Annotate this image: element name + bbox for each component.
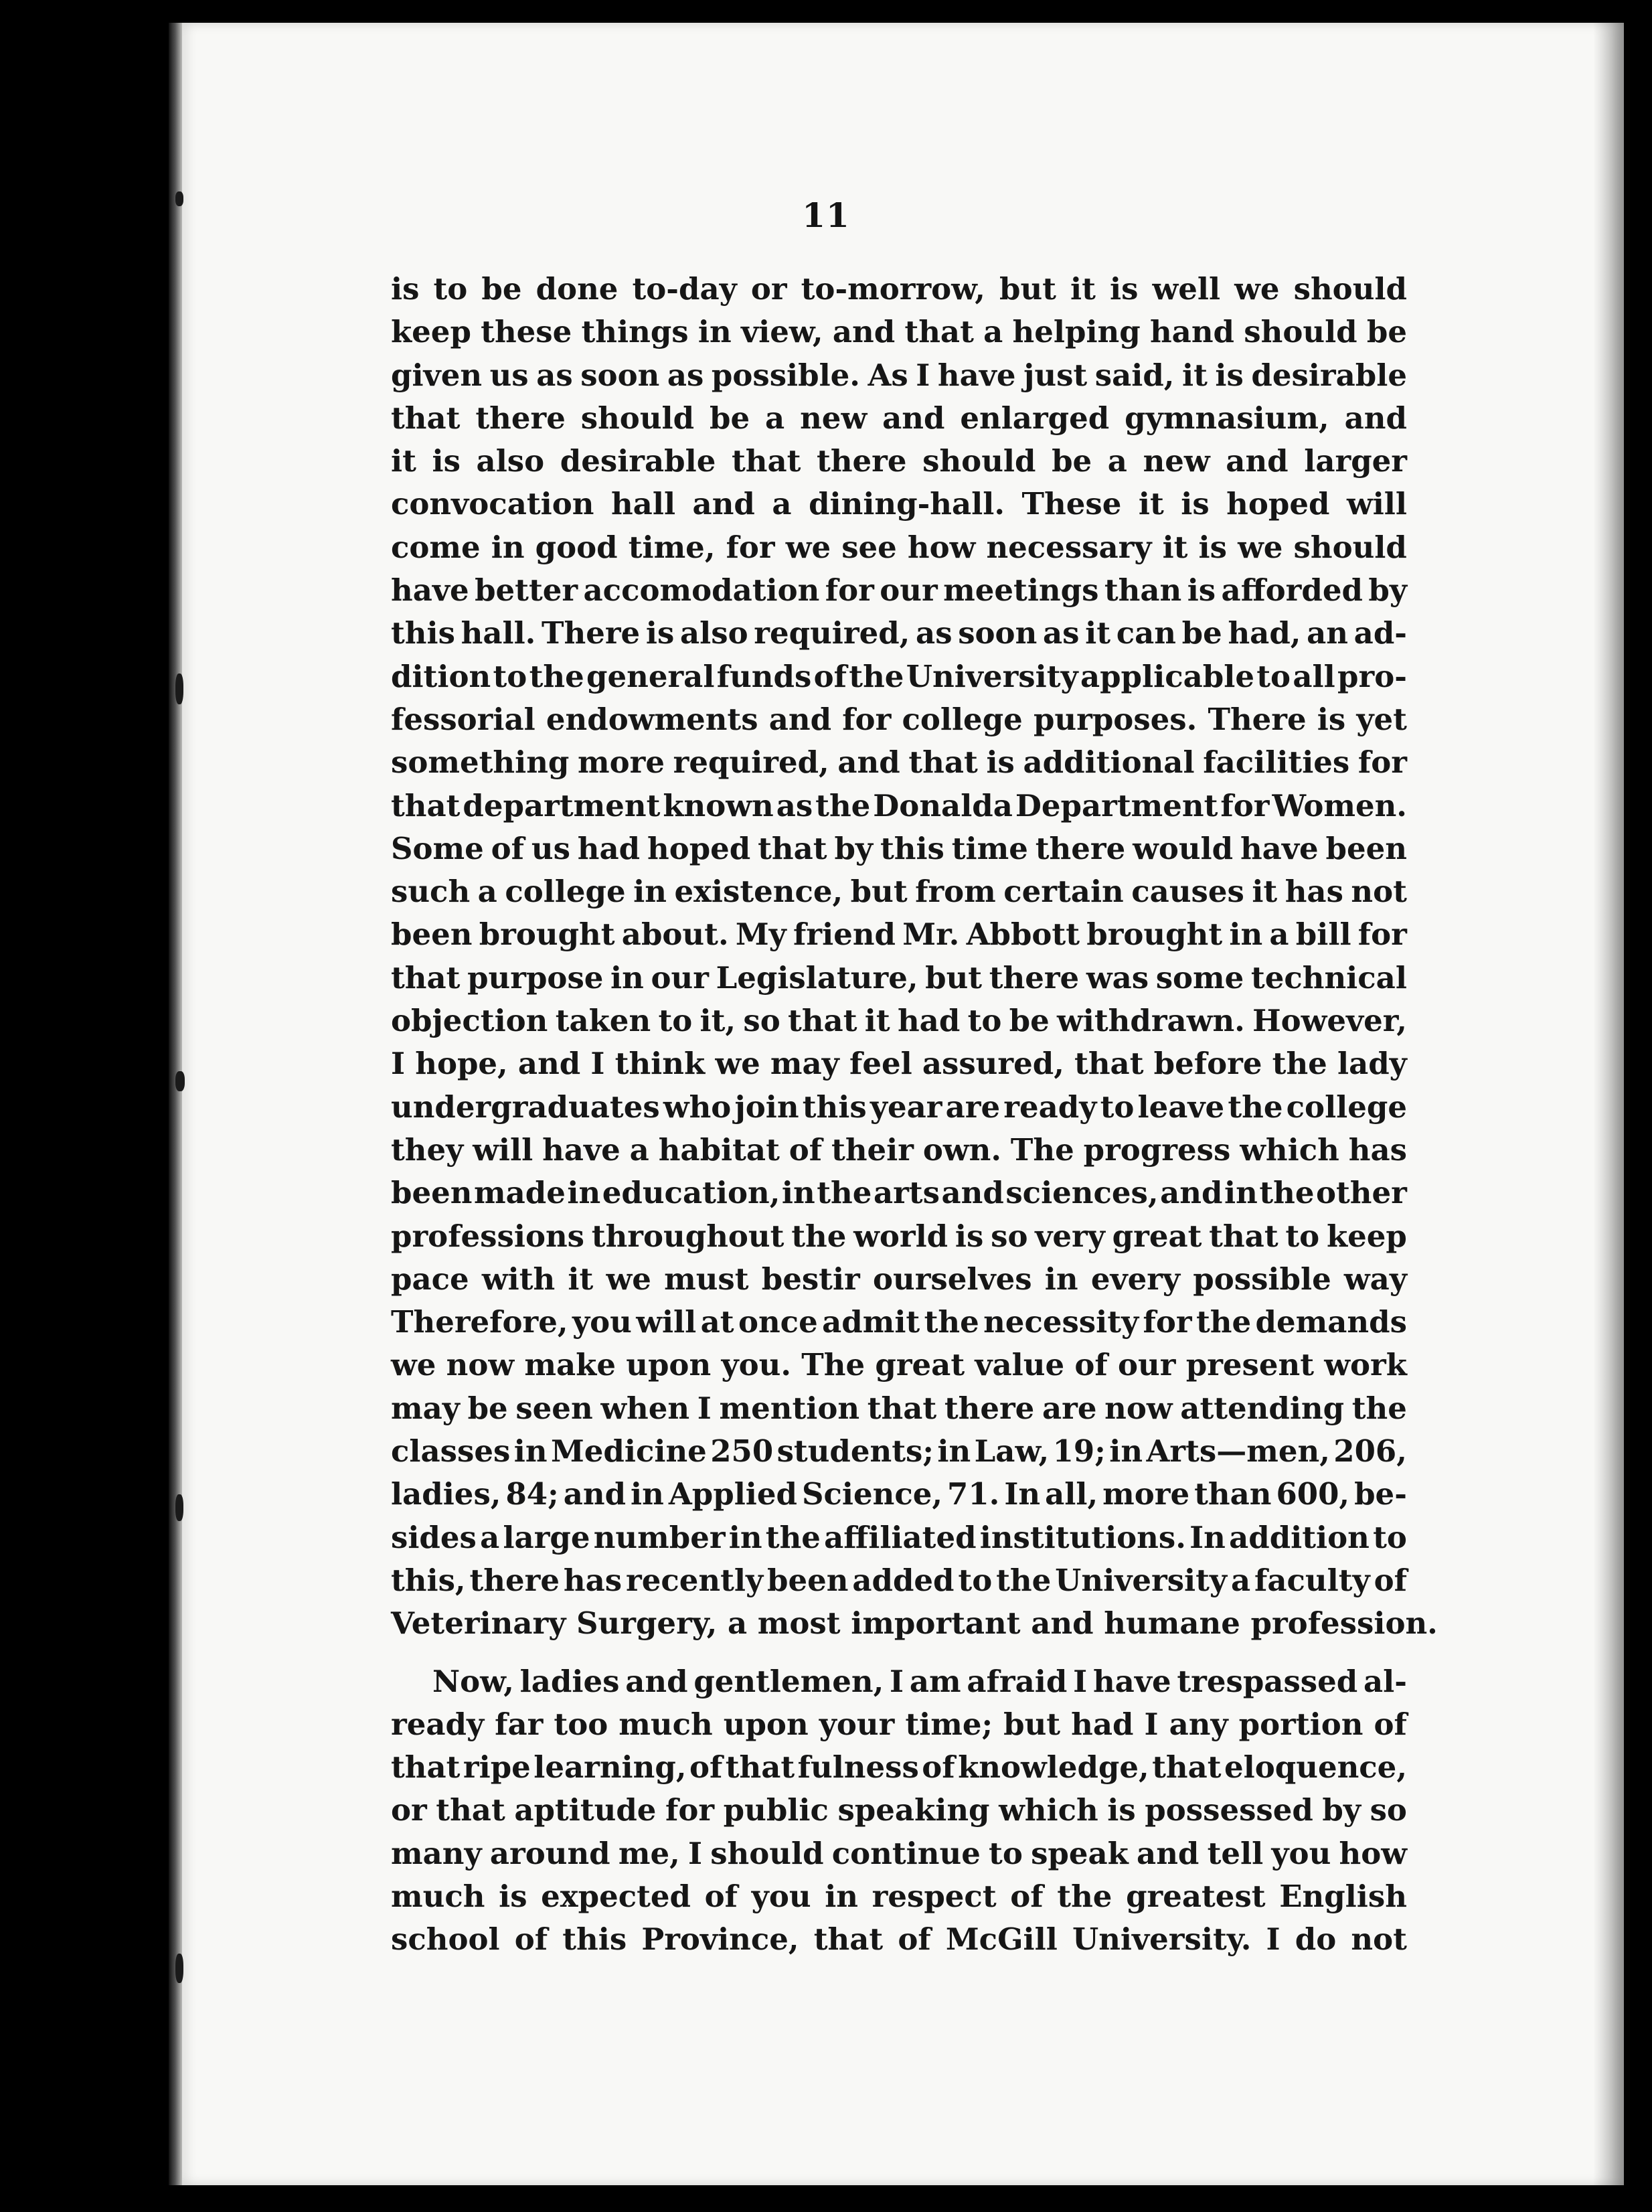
text-line: such a college in existence, but from certain causes it has not	[391, 874, 1407, 910]
binding-speck	[175, 1954, 183, 1983]
text-line: ladies, 84; and in Applied Science, 71. In all, more than 600, be-	[391, 1476, 1407, 1512]
body-text	[391, 268, 1438, 1962]
text-line: they will have a habitat of their own. The progress which has	[391, 1131, 1407, 1168]
text-line: come in good time, for we see how necessary it is we should	[391, 529, 1407, 565]
text-line: been made in education, in the arts and sciences, and in the other	[391, 1175, 1407, 1211]
text-line: Therefore, you will at once admit the necessity for the demands	[391, 1304, 1407, 1340]
text-line: given us as soon as possible. As I have just said, it is desirable	[391, 357, 1407, 393]
text-line: Veterinary Surgery, a most important and humane profession.	[391, 1605, 1438, 1642]
text-line: objection taken to it, so that it had to be withdrawn. However,	[391, 1003, 1407, 1039]
text-line: have better accomodation for our meetings than is afforded by	[391, 572, 1407, 609]
text-line: that there should be a new and enlarged gymnasium, and	[391, 400, 1407, 436]
text-line: many around me, I should continue to speak and tell you how	[391, 1835, 1407, 1871]
text-line: much is expected of you in respect of the greatest English	[391, 1878, 1407, 1914]
binding-speck	[175, 1071, 185, 1091]
text-line: this hall. There is also required, as soon as it can be had, an ad-	[391, 615, 1407, 651]
text-line: that ripe learning, of that fulness of knowledge, that eloquence,	[391, 1749, 1407, 1786]
text-line: ready far too much upon your time; but had I any portion of	[391, 1706, 1407, 1742]
text-line: this, there has recently been added to the University a faculty of	[391, 1562, 1407, 1598]
text-line: that department known as the Donalda Department for Women.	[391, 787, 1407, 823]
text-line: school of this Province, that of McGill University. I do not	[391, 1921, 1407, 1958]
text-line: undergraduates who join this year are ready to leave the college	[391, 1089, 1407, 1125]
binding-edge	[169, 23, 183, 2185]
text-line: convocation hall and a dining-hall. These it is hoped will	[391, 486, 1407, 522]
text-line: it is also desirable that there should be a new and larger	[391, 443, 1407, 479]
binding-speck	[175, 674, 183, 704]
text-line: Now, ladies and gentlemen, I am afraid I have trespassed al-	[432, 1663, 1407, 1699]
text-line: that purpose in our Legislature, but there was some technical	[391, 959, 1407, 996]
text-line: dition to the general funds of the University applicable to all pro-	[391, 658, 1407, 694]
text-line: Some of us had hoped that by this time there would have been	[391, 830, 1407, 866]
text-line: professions throughout the world is so very great that to keep	[391, 1218, 1407, 1254]
text-line: is to be done to-day or to-morrow, but it is well we should	[391, 271, 1407, 307]
text-line: we now make upon you. The great value of our present work	[391, 1347, 1407, 1383]
binding-speck	[175, 1494, 183, 1521]
text-line: fessorial endowments and for college purposes. There is yet	[391, 701, 1407, 737]
paragraph	[391, 1660, 1407, 1962]
paragraph-gap	[391, 1646, 1407, 1660]
text-line: or that aptitude for public speaking which is possessed by so	[391, 1792, 1407, 1828]
text-line: been brought about. My friend Mr. Abbott brought in a bill for	[391, 917, 1407, 953]
text-line: sides a large number in the affiliated institutions. In addition to	[391, 1519, 1407, 1555]
text-line: something more required, and that is additional facilities for	[391, 744, 1407, 781]
text-line: pace with it we must bestir ourselves in every possible way	[391, 1261, 1407, 1297]
page-right-edge-shadow	[1593, 23, 1624, 2185]
text-line: may be seen when I mention that there are now attending the	[391, 1390, 1407, 1426]
text-line: I hope, and I think we may feel assured, that before the lady	[391, 1046, 1407, 1082]
text-line: keep these things in view, and that a helping hand should be	[391, 314, 1407, 350]
page-number: 11	[802, 195, 850, 235]
text-line: classes in Medicine 250 students; in Law, 19; in Arts—men, 206,	[391, 1433, 1407, 1470]
paragraph	[391, 268, 1438, 1646]
